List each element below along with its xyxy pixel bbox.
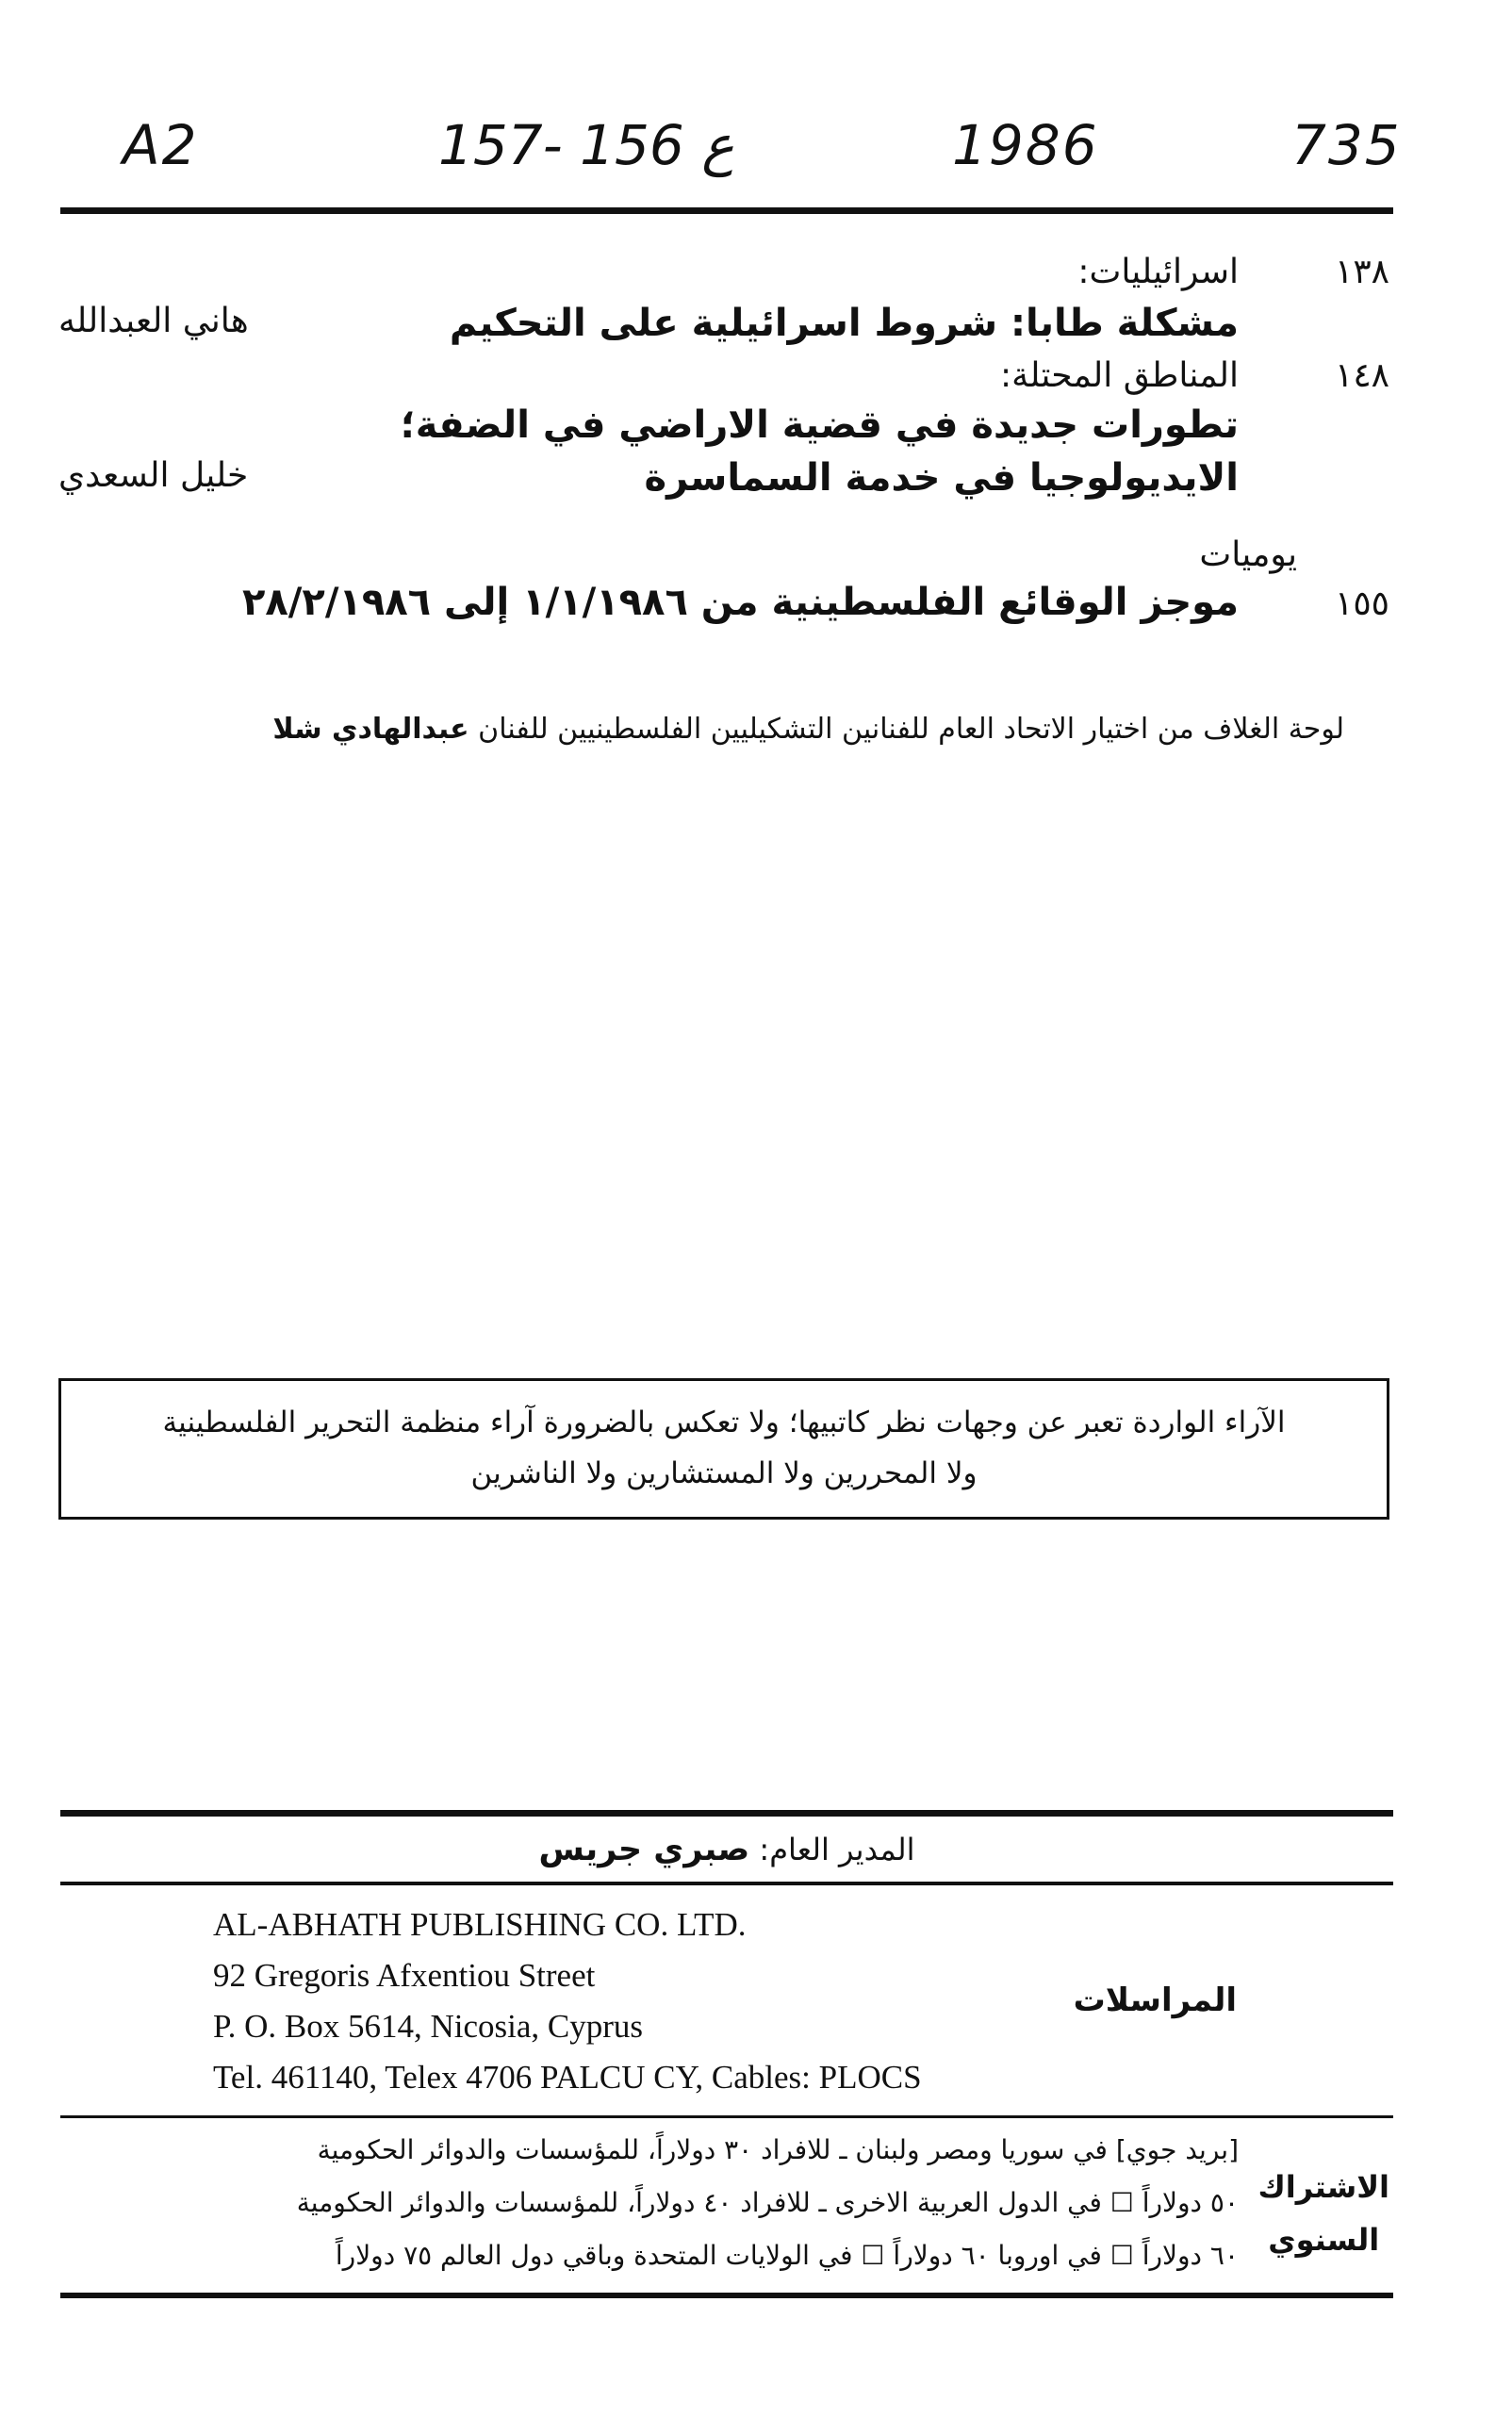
subscription-label-line2: السنوي <box>1268 2222 1380 2258</box>
subscription-label <box>1257 2161 1389 2266</box>
cover-credit <box>272 713 1344 746</box>
disclaimer-line-2: ولا المحررين ولا المستشارين ولا الناشرين <box>470 1456 978 1490</box>
disclaimer-box <box>58 1378 1389 1520</box>
cover-credit-text: لوحة الغلاف من اختيار الاتحاد العام للفنانين التشكيليين الفلسطينيين للفنان <box>478 713 1344 746</box>
toc-author: خليل السعدي <box>58 456 249 495</box>
cover-artist-name: عبدالهادي شلا <box>272 713 469 746</box>
toc-page-number: ١٤٨ <box>1334 356 1389 395</box>
subscription-line-1: [بريد جوي] في سوريا ومصر ولبنان ـ للافراد ٣٠ دولاراً، للمؤسسات والدوائر الحكومية <box>317 2134 1239 2165</box>
subscription-line-2: ٥٠ دولاراً ☐ في الدول العربية الاخرى ـ للافراد ٤٠ دولاراً، للمؤسسات والدوائر الحكومية <box>296 2187 1239 2218</box>
handwritten-year: 1986 <box>952 113 1099 177</box>
toc-page-number: ١٥٥ <box>1334 584 1389 623</box>
toc-section-label: المناطق المحتلة: <box>1000 356 1239 395</box>
director-bottom-rule <box>60 1882 1393 1885</box>
director-label: المدير العام: <box>759 1832 915 1867</box>
subscription-line-3: ٦٠ دولاراً ☐ في اوروبا ٦٠ دولاراً ☐ في الولايات المتحدة وباقي دول العالم ٧٥ دولاراً <box>335 2240 1239 2271</box>
subscription-top-rule <box>60 2115 1393 2118</box>
toc-article-title-line2: الايديولوجيا في خدمة السماسرة <box>644 456 1239 500</box>
director-name: صبري جريس <box>538 1831 750 1868</box>
director-top-rule <box>60 1810 1393 1817</box>
toc-author: هاني العبدالله <box>58 302 249 340</box>
toc-article-title: تطورات جديدة في قضية الاراضي في الضفة؛ <box>400 403 1239 447</box>
publisher-pobox: P. O. Box 5614, Nicosia, Cyprus <box>213 2008 643 2045</box>
handwritten-page-range: 157- 156 ع <box>438 113 734 177</box>
bottom-rule <box>60 2293 1393 2298</box>
director-line <box>60 1831 1393 1868</box>
toc-article-title: مشكلة طابا: شروط اسرائيلية على التحكيم <box>449 302 1239 345</box>
subscription-label-line1: الاشتراك <box>1257 2169 1389 2205</box>
publisher-contact: Tel. 461140, Telex 4706 PALCU CY, Cables: PLOCS <box>213 2059 922 2096</box>
top-rule <box>60 207 1393 214</box>
publisher-name: AL-ABHATH PUBLISHING CO. LTD. <box>213 1906 747 1943</box>
handwritten-number: 735 <box>1291 113 1402 177</box>
handwritten-code: A2 <box>123 113 199 177</box>
toc-page-number: ١٣٨ <box>1334 253 1389 291</box>
toc-section-label: يوميات <box>1199 535 1297 574</box>
correspondence-label: المراسلات <box>1073 1982 1237 2019</box>
publisher-street: 92 Gregoris Afxentiou Street <box>213 1957 596 1994</box>
disclaimer-line-1: الآراء الواردة تعبر عن وجهات نظر كاتبيها؛ ولا تعكس بالضرورة آراء منظمة التحرير الفلسطينية <box>162 1406 1286 1439</box>
toc-section-label: اسرائيليات: <box>1077 253 1239 291</box>
toc-article-title: موجز الوقائع الفلسطينية من ١/١/١٩٨٦ إلى ٢٨/٢/١٩٨٦ <box>241 581 1239 624</box>
